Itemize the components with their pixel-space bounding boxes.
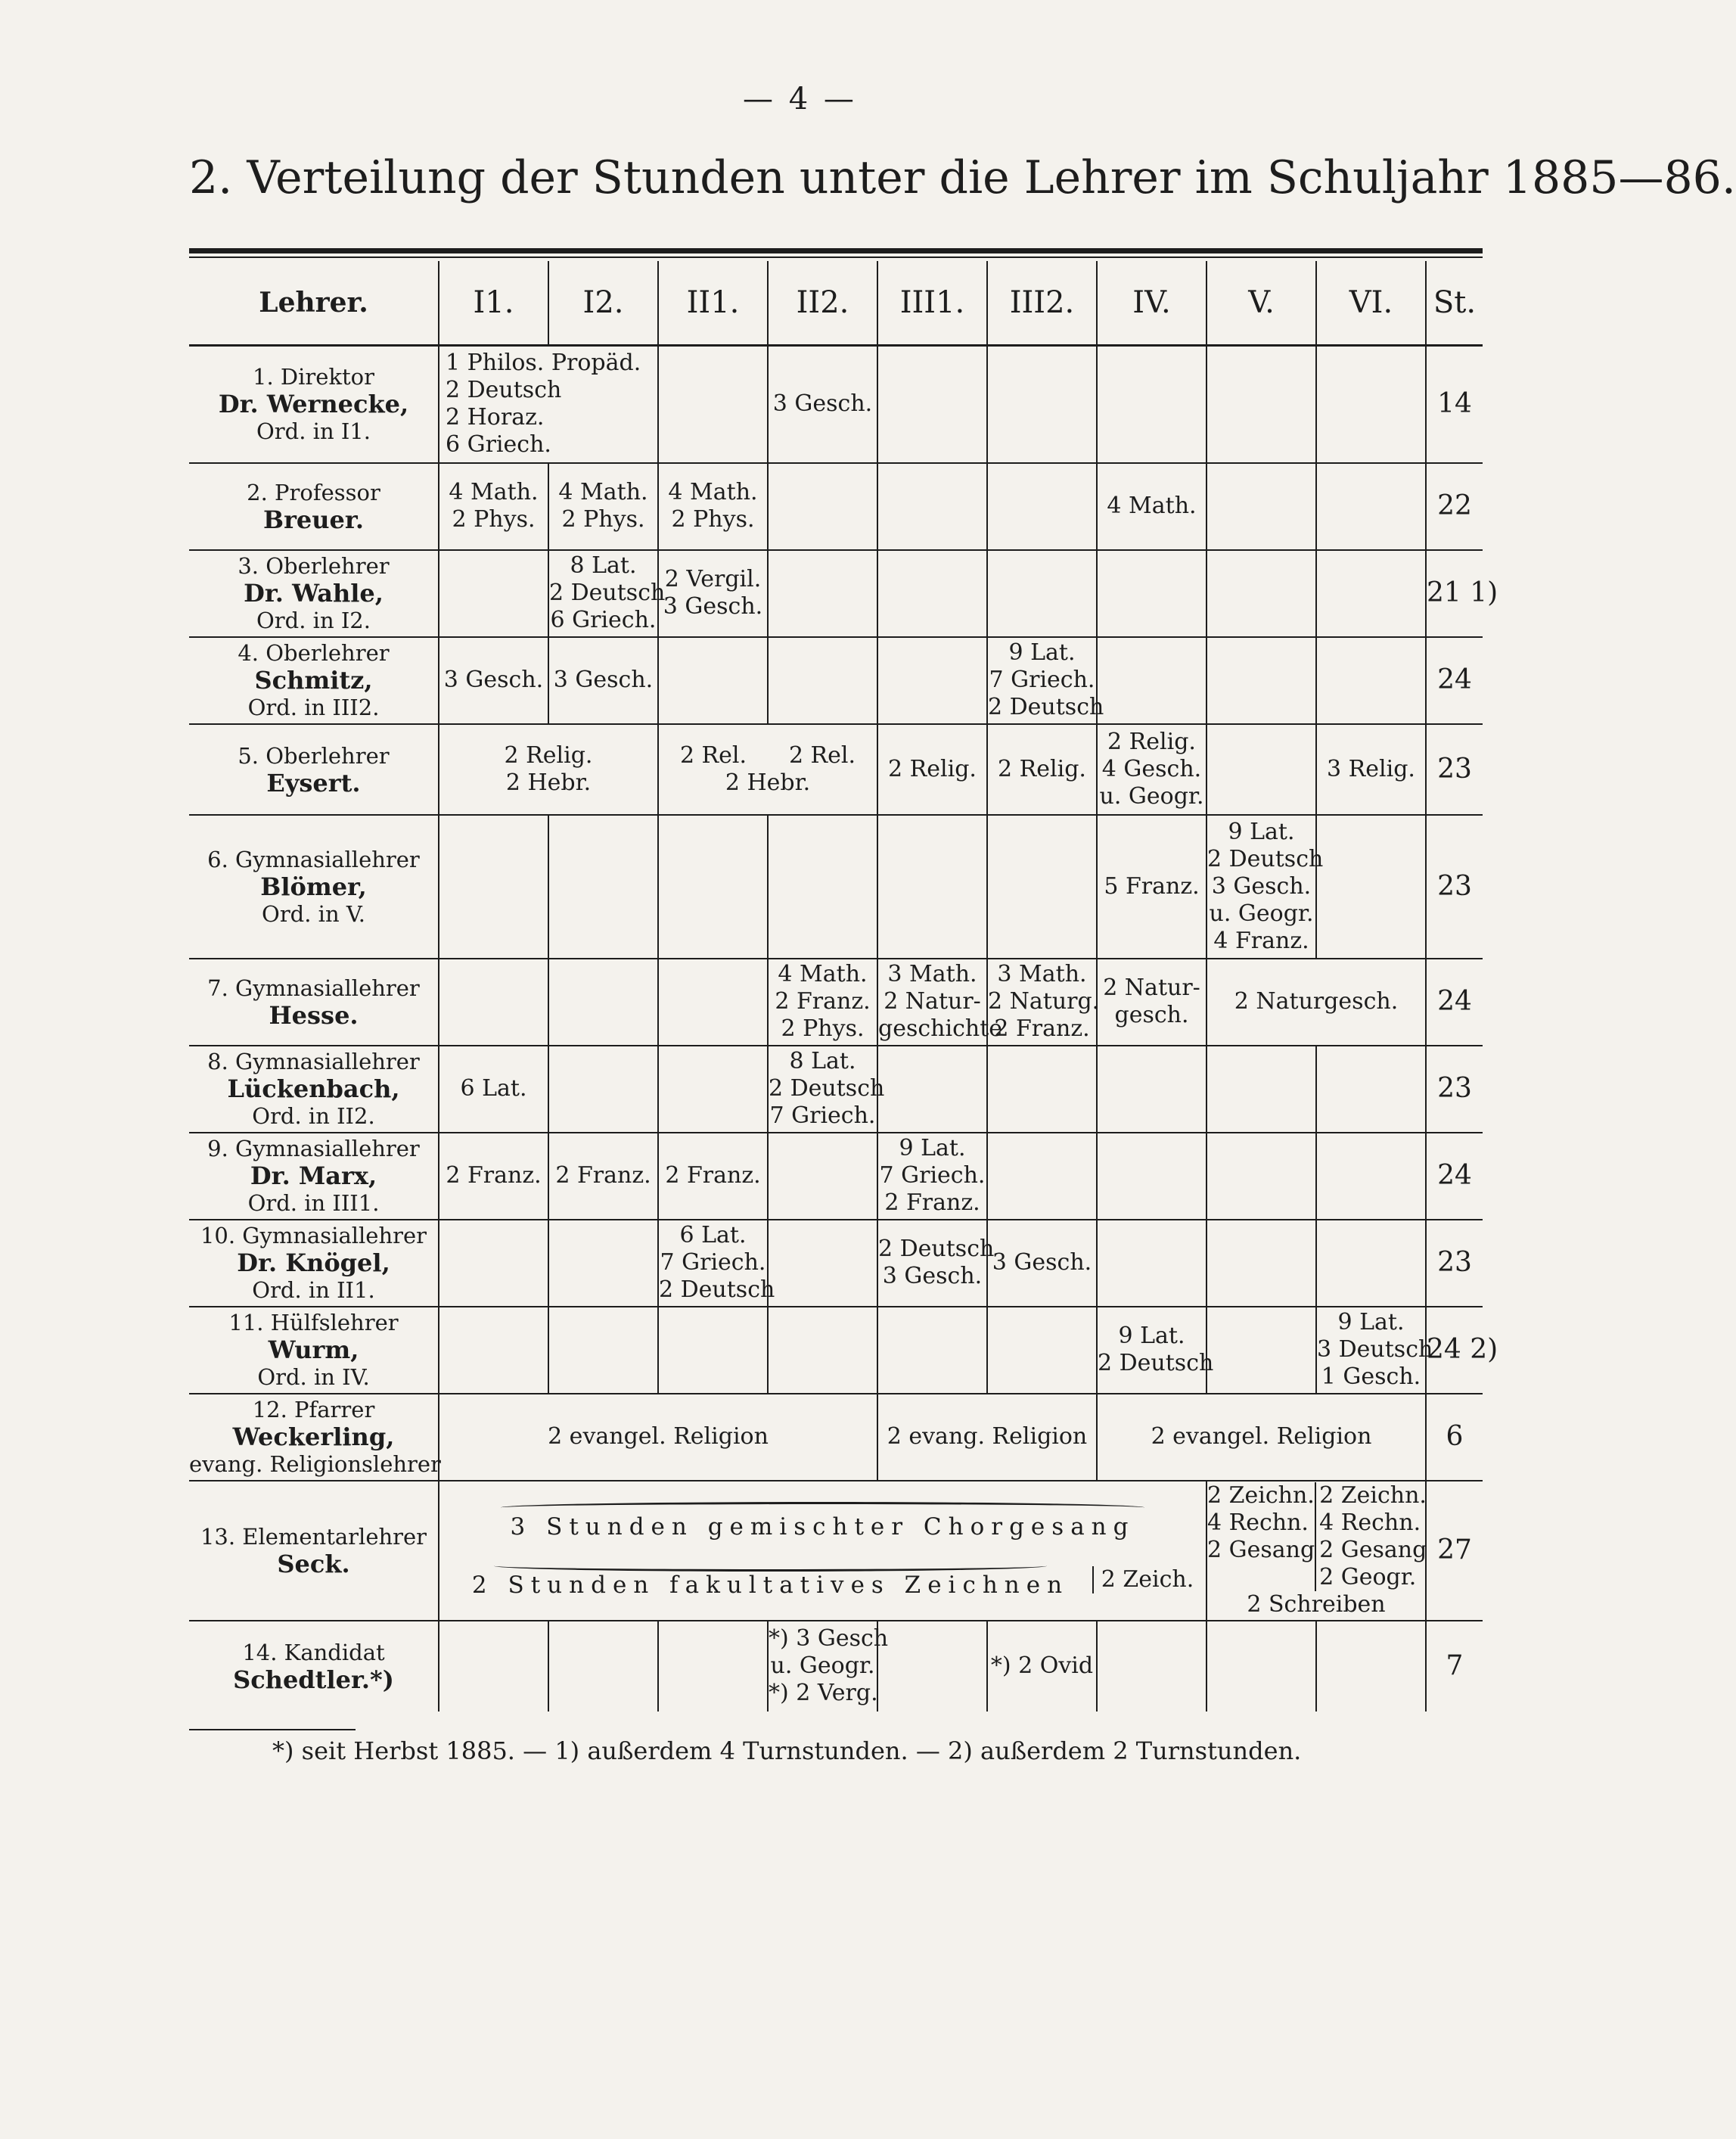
table-row xyxy=(189,1621,1483,1712)
cell-line: 2 Deutsch xyxy=(878,1236,995,1262)
cell-group xyxy=(1207,1482,1425,1591)
cell xyxy=(658,815,768,959)
cell xyxy=(1097,1621,1207,1712)
header-row xyxy=(189,261,1483,346)
cell-line: 4 Math. xyxy=(558,479,648,505)
cell-line: 2 Horaz. xyxy=(446,404,545,431)
cell xyxy=(439,1621,548,1712)
col-header-ii2: II2. xyxy=(768,261,877,346)
cell xyxy=(1207,1307,1316,1394)
cell-line: 2 Franz. xyxy=(884,1189,980,1216)
cell-line: 2 Naturg. xyxy=(988,988,1100,1015)
cell-line: 7 Griech. xyxy=(660,1249,766,1276)
cell: 3 Relig. xyxy=(1316,724,1426,815)
cell-line: *) 2 Verg. xyxy=(769,1680,878,1706)
cell-line: 6 Griech. xyxy=(550,607,657,633)
cell: 3 Gesch. xyxy=(439,637,548,724)
footnote-rule xyxy=(189,1729,356,1730)
cell: 6 Lat. xyxy=(439,1046,548,1133)
cell-line: *) 3 Gesch xyxy=(769,1625,889,1652)
cell-line: 3 Math. xyxy=(887,961,977,987)
cell xyxy=(1207,1621,1316,1712)
cell xyxy=(987,959,1100,1046)
cell xyxy=(1207,724,1316,815)
cell-line: 2 Schreiben xyxy=(1247,1591,1386,1618)
teacher-rank: 3. Oberlehrer xyxy=(238,553,390,579)
cell xyxy=(877,1220,995,1307)
cell-line: 3 Gesch. xyxy=(1211,872,1312,900)
teacher-name: Hesse. xyxy=(269,1001,359,1030)
teacher-ord: Ord. in II2. xyxy=(252,1103,375,1129)
cell-line: 8 Lat. xyxy=(570,552,637,579)
cell xyxy=(877,463,987,550)
cell xyxy=(1207,1133,1316,1220)
col-header-ii1: II1. xyxy=(658,261,768,346)
cell xyxy=(439,346,658,463)
table-row xyxy=(189,1133,1483,1220)
distribution-table xyxy=(189,261,1498,1712)
table-row xyxy=(189,1307,1483,1394)
col-header-iv: IV. xyxy=(1097,261,1207,346)
cell xyxy=(439,1220,548,1307)
cell: *) 2 Ovid xyxy=(987,1621,1097,1712)
cell-line: 4 Math. xyxy=(668,479,758,505)
cell: 3 Gesch. xyxy=(548,637,658,724)
cell xyxy=(1316,346,1426,463)
cell-line: 4 Math. xyxy=(449,479,539,505)
cell-line: 1 Philos. Propäd. xyxy=(446,350,641,377)
cell-line: 2 Phys. xyxy=(452,506,536,533)
cell xyxy=(877,637,987,724)
cell-group xyxy=(449,1560,1197,1599)
cell: 3 Gesch. xyxy=(987,1220,1097,1307)
cell-line: 3 Gesch. xyxy=(663,593,763,620)
cell-line: u. Geogr. xyxy=(770,1652,875,1679)
teacher-name: Wurm, xyxy=(268,1335,359,1364)
teacher-cell xyxy=(189,815,439,959)
cell-line: 2 Gesang xyxy=(1207,1537,1315,1563)
teacher-cell xyxy=(189,550,439,637)
col-header-vi: VI. xyxy=(1316,261,1426,346)
cell xyxy=(658,1220,775,1307)
cell xyxy=(768,1220,877,1307)
table-row xyxy=(189,550,1483,637)
cell xyxy=(658,637,768,724)
cell xyxy=(439,1481,1207,1621)
col-header-v: V. xyxy=(1207,261,1316,346)
cell xyxy=(987,1046,1097,1133)
col-header-lehrer: Lehrer. xyxy=(189,261,439,346)
cell xyxy=(548,1220,658,1307)
cell xyxy=(658,724,877,815)
cell-line: 2 Zeich. xyxy=(1092,1566,1197,1593)
table-row xyxy=(189,959,1483,1046)
cell-group xyxy=(1207,1482,1315,1591)
cell xyxy=(987,463,1097,550)
teacher-rank: 13. Elementarlehrer xyxy=(200,1524,427,1550)
teacher-cell xyxy=(189,1220,439,1307)
cell-line: u. Geogr. xyxy=(1209,900,1314,927)
total-cell: 7 xyxy=(1426,1621,1483,1712)
total-cell: 23 xyxy=(1426,724,1483,815)
cell xyxy=(1316,1307,1433,1394)
cell-line: 2 Zeichn. xyxy=(1319,1482,1427,1509)
cell xyxy=(877,346,987,463)
cell xyxy=(877,1307,987,1394)
cell xyxy=(1316,463,1426,550)
cell xyxy=(439,550,548,637)
col-header-i1: I1. xyxy=(439,261,548,346)
cell-line: 2 Rel. xyxy=(679,741,747,769)
cell xyxy=(1207,1481,1426,1621)
cell-line: 3 Math. xyxy=(997,961,1087,987)
teacher-cell xyxy=(189,1133,439,1220)
cell xyxy=(768,815,877,959)
cell xyxy=(877,815,987,959)
teacher-name: Weckerling, xyxy=(232,1422,395,1451)
teacher-cell xyxy=(189,1046,439,1133)
cell xyxy=(658,550,768,637)
cell xyxy=(548,463,658,550)
cell: 2 Franz. xyxy=(548,1133,658,1220)
table-row xyxy=(189,724,1483,815)
cell xyxy=(1207,1046,1316,1133)
cell-line: 2 Natur- xyxy=(884,988,981,1015)
teacher-rank: 4. Oberlehrer xyxy=(238,640,390,666)
teacher-cell xyxy=(189,1394,439,1481)
cell: 2 Franz. xyxy=(439,1133,548,1220)
teacher-name: Seck. xyxy=(277,1550,350,1578)
cell xyxy=(1316,1621,1426,1712)
total-cell: 24 xyxy=(1426,959,1483,1046)
teacher-cell xyxy=(189,637,439,724)
cell xyxy=(987,550,1097,637)
cell-line: 2 Hebr. xyxy=(505,769,592,796)
cell xyxy=(1207,637,1316,724)
footnote: *) seit Herbst 1885. — 1) außerdem 4 Turnstunden. — 2) außerdem 2 Turnstunden. xyxy=(272,1736,1302,1765)
cell-line: 2 Hebr. xyxy=(725,769,811,796)
teacher-cell xyxy=(189,1307,439,1394)
cell: 2 evangel. Religion xyxy=(439,1394,877,1481)
col-header-iii2: III2. xyxy=(987,261,1097,346)
cell-line: 2 Deutsch xyxy=(659,1276,775,1303)
teacher-ord: Ord. in IV. xyxy=(257,1364,370,1390)
title-rule-thin xyxy=(189,256,1483,258)
cell-line: 2 Deutsch xyxy=(549,580,666,606)
teacher-ord: Ord. in V. xyxy=(262,900,365,927)
cell xyxy=(768,463,877,550)
cell-group xyxy=(449,1560,1092,1599)
teacher-cell xyxy=(189,959,439,1046)
cell: 2 evang. Religion xyxy=(877,1394,1097,1481)
cell xyxy=(1207,815,1324,959)
cell xyxy=(439,463,548,550)
cell-line: 4 Gesch. xyxy=(1101,755,1202,782)
title-rule-thick xyxy=(189,248,1483,253)
teacher-rank: 9. Gymnasiallehrer xyxy=(207,1136,420,1161)
table-row xyxy=(189,463,1483,550)
cell xyxy=(548,550,666,637)
cell xyxy=(877,1046,987,1133)
teacher-name: Eysert. xyxy=(266,768,361,797)
total-cell: 27 xyxy=(1426,1481,1483,1621)
table-row xyxy=(189,1046,1483,1133)
cell-line: 2 Rel. xyxy=(788,741,856,769)
cell-line: u. Geogr. xyxy=(1099,782,1204,810)
cell xyxy=(1097,724,1207,815)
teacher-cell xyxy=(189,1621,439,1712)
cell xyxy=(768,1621,889,1712)
cell xyxy=(439,959,548,1046)
cell xyxy=(1097,1133,1207,1220)
cell xyxy=(658,1621,768,1712)
cell xyxy=(548,1307,658,1394)
teacher-rank: 5. Oberlehrer xyxy=(238,742,390,769)
teacher-cell xyxy=(189,463,439,550)
cell-group xyxy=(1315,1482,1427,1591)
table-row xyxy=(189,1481,1483,1621)
teacher-ord: Ord. in III2. xyxy=(247,695,380,720)
teacher-ord: evang. Religionslehrer xyxy=(189,1451,441,1477)
table-row xyxy=(189,1394,1483,1481)
teacher-name: Lückenbach, xyxy=(227,1074,400,1103)
total-cell: 24 2) xyxy=(1426,1307,1483,1394)
cell-line: 2 Deutsch xyxy=(1207,845,1324,872)
cell-line: 3 Gesch. xyxy=(882,1263,983,1289)
cell xyxy=(658,346,768,463)
cell: 2 Franz. xyxy=(658,1133,768,1220)
cell xyxy=(1097,1307,1214,1394)
cell: 4 Math. xyxy=(1097,463,1207,550)
cell xyxy=(877,959,1003,1046)
cell-line: 9 Lat. xyxy=(1008,639,1076,666)
cell xyxy=(1316,637,1426,724)
cell xyxy=(548,1046,658,1133)
cell xyxy=(987,1307,1097,1394)
cell xyxy=(658,959,768,1046)
teacher-rank: 11. Hülfslehrer xyxy=(228,1310,399,1335)
cell: 5 Franz. xyxy=(1097,815,1207,959)
cell xyxy=(1316,1046,1426,1133)
cell-line: 3 Stunden gemischter Chorgesang xyxy=(510,1513,1135,1541)
teacher-ord: Ord. in II1. xyxy=(252,1277,375,1303)
cell xyxy=(877,550,987,637)
teacher-ord: Ord. in III1. xyxy=(247,1190,380,1216)
cell xyxy=(1097,959,1207,1046)
cell xyxy=(1207,1220,1316,1307)
teacher-name: Dr. Wernecke, xyxy=(218,390,409,419)
cell-line: 2 Franz. xyxy=(775,988,871,1015)
cell xyxy=(987,346,1097,463)
cell-line: gesch. xyxy=(1114,1002,1189,1028)
cell-line: 4 Rechn. xyxy=(1207,1509,1309,1536)
total-cell: 24 xyxy=(1426,1133,1483,1220)
cell xyxy=(987,637,1104,724)
cell xyxy=(439,815,548,959)
cell-line: 2 Relig. xyxy=(504,741,593,769)
cell-line: 9 Lat. xyxy=(1337,1309,1405,1335)
cell-line: 8 Lat. xyxy=(789,1048,856,1074)
cell-line: 9 Lat. xyxy=(1228,818,1295,845)
total-cell: 23 xyxy=(1426,1046,1483,1133)
cell xyxy=(768,959,877,1046)
total-cell: 23 xyxy=(1426,815,1483,959)
cell-line: 2 Deutsch xyxy=(769,1075,885,1102)
cell-line: 2 Franz. xyxy=(994,1015,1090,1042)
cell xyxy=(1207,346,1316,463)
total-cell: 24 xyxy=(1426,637,1483,724)
teacher-rank: 12. Pfarrer xyxy=(252,1397,375,1422)
teacher-rank: 8. Gymnasiallehrer xyxy=(207,1049,420,1074)
cell xyxy=(1097,637,1207,724)
page-title: 2. Verteilung der Stunden unter die Lehrer im Schuljahr 1885—86. xyxy=(189,151,1736,204)
cell xyxy=(439,724,658,815)
col-header-i2: I2. xyxy=(548,261,658,346)
cell-line: geschichte xyxy=(878,1015,1003,1042)
cell-group xyxy=(659,742,877,769)
cell xyxy=(768,637,877,724)
cell-line: 6 Lat. xyxy=(679,1222,747,1248)
teacher-name: Blömer, xyxy=(260,872,367,901)
teacher-cell xyxy=(189,1481,439,1621)
cell-line: 4 Math. xyxy=(778,961,868,987)
teacher-rank: 2. Professor xyxy=(247,480,380,505)
cell xyxy=(768,1046,885,1133)
teacher-name: Dr. Knögel, xyxy=(237,1248,390,1277)
teacher-name: Breuer. xyxy=(263,505,364,534)
cell: 2 Naturgesch. xyxy=(1207,959,1426,1046)
cell xyxy=(987,815,1097,959)
cell-line: 2 Deutsch xyxy=(988,694,1104,720)
cell xyxy=(877,1133,987,1220)
cell-line: 2 Phys. xyxy=(781,1015,865,1042)
teacher-ord: Ord. in I1. xyxy=(256,418,371,445)
table-row xyxy=(189,637,1483,724)
teacher-name: Dr. Marx, xyxy=(250,1161,377,1190)
cell xyxy=(768,550,877,637)
cell xyxy=(987,1133,1097,1220)
cell xyxy=(548,815,658,959)
cell: 3 Gesch. xyxy=(768,346,877,463)
cell xyxy=(1316,1220,1426,1307)
cell xyxy=(1207,463,1316,550)
col-header-iii1: III1. xyxy=(877,261,987,346)
teacher-rank: 10. Gymnasiallehrer xyxy=(200,1223,427,1248)
teacher-name: Dr. Wahle, xyxy=(244,579,384,608)
cell-line: 2 Deutsch xyxy=(1098,1350,1214,1376)
cell xyxy=(877,1621,987,1712)
teacher-cell xyxy=(189,724,439,815)
cell xyxy=(658,1046,768,1133)
cell-line: 2 Relig. xyxy=(1107,728,1196,755)
total-cell: 14 xyxy=(1426,346,1483,463)
cell: 2 evangel. Religion xyxy=(1097,1394,1426,1481)
cell-line: 2 Gesang xyxy=(1319,1537,1427,1563)
total-cell: 21 1) xyxy=(1426,550,1483,637)
cell-line: 2 Zeichn. xyxy=(1207,1482,1315,1509)
cell: 2 Relig. xyxy=(987,724,1097,815)
teacher-rank: 1. Direktor xyxy=(253,364,374,390)
cell xyxy=(1097,550,1207,637)
cell-line: 2 Vergil. xyxy=(664,566,762,592)
cell xyxy=(768,1307,877,1394)
cell-line: 2 Deutsch xyxy=(446,377,562,404)
cell xyxy=(1097,1220,1207,1307)
cell-line: 2 Geogr. xyxy=(1319,1564,1417,1590)
total-cell: 22 xyxy=(1426,463,1483,550)
cell xyxy=(1316,1133,1426,1220)
cell xyxy=(548,959,658,1046)
cell xyxy=(658,463,768,550)
cell-line: 7 Griech. xyxy=(769,1102,876,1129)
teacher-ord: Ord. in I2. xyxy=(256,608,371,633)
cell-line: 2 Natur- xyxy=(1103,975,1200,1001)
page-number: — 4 — xyxy=(743,82,857,117)
cell-line: 4 Rechn. xyxy=(1319,1509,1421,1536)
cell-line: 6 Griech. xyxy=(446,431,551,459)
teacher-cell xyxy=(189,346,439,463)
cell-line: 2 Phys. xyxy=(561,506,645,533)
cell-line: 9 Lat. xyxy=(1118,1323,1185,1349)
teacher-rank: 6. Gymnasiallehrer xyxy=(207,846,420,872)
cell-line: 3 Deutsch xyxy=(1317,1336,1433,1363)
cell-line: 7 Griech. xyxy=(989,667,1095,693)
brace-bottom xyxy=(494,1560,1048,1572)
col-header-st: St. xyxy=(1426,261,1483,346)
brace-top xyxy=(501,1502,1144,1513)
cell xyxy=(1097,1046,1207,1133)
teacher-rank: 14. Kandidat xyxy=(242,1640,385,1665)
cell-line: 2 Stunden fakultatives Zeichnen xyxy=(471,1572,1070,1599)
total-cell: 23 xyxy=(1426,1220,1483,1307)
teacher-name: Schedtler.*) xyxy=(233,1665,394,1694)
table-row xyxy=(189,346,1483,463)
cell-line: 1 Gesch. xyxy=(1321,1363,1421,1390)
cell xyxy=(1316,550,1426,637)
teacher-rank: 7. Gymnasiallehrer xyxy=(207,975,420,1001)
cell xyxy=(439,1307,548,1394)
cell xyxy=(658,1307,768,1394)
cell: 2 Relig. xyxy=(877,724,987,815)
table-row xyxy=(189,1220,1483,1307)
table-row xyxy=(189,815,1483,959)
cell-line: 4 Franz. xyxy=(1213,927,1309,954)
cell xyxy=(1097,346,1207,463)
total-cell: 6 xyxy=(1426,1394,1483,1481)
cell xyxy=(1316,815,1426,959)
cell xyxy=(548,1621,658,1712)
teacher-name: Schmitz, xyxy=(254,666,373,695)
cell-line: 2 Phys. xyxy=(671,506,755,533)
cell-line: 9 Lat. xyxy=(899,1135,966,1161)
cell-line: 7 Griech. xyxy=(879,1162,986,1189)
cell xyxy=(768,1133,877,1220)
cell xyxy=(1207,550,1316,637)
